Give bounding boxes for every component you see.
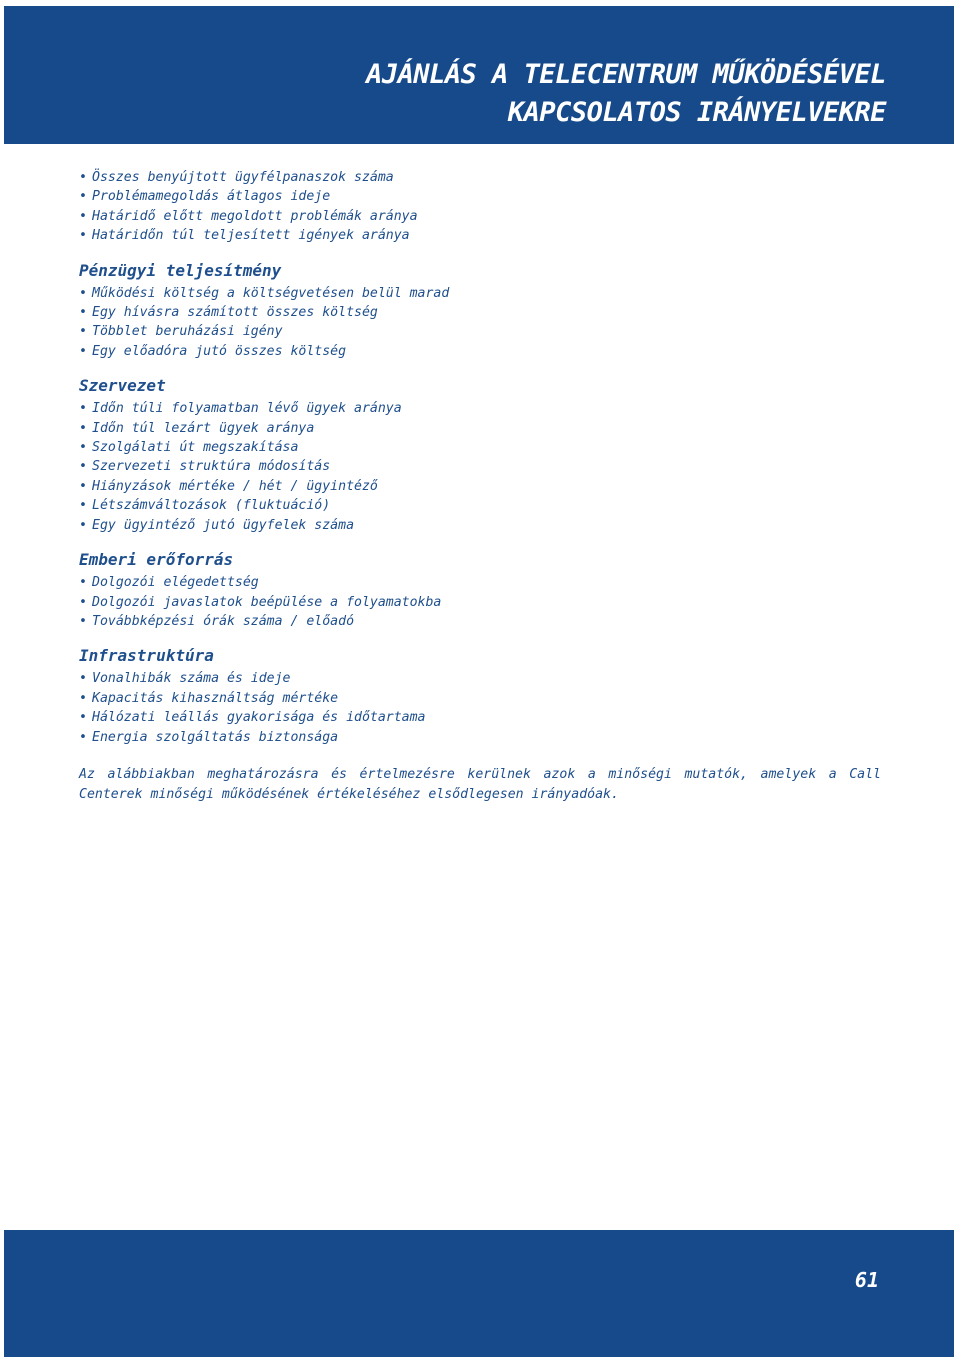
section-infrastruktura <box>79 645 881 747</box>
list-item: • Vonalhibák száma és ideje <box>79 669 881 688</box>
footer-band <box>4 1230 954 1357</box>
bullet-icon: • <box>79 613 87 629</box>
list-item: • Egy hívásra számított összes költség <box>79 303 881 322</box>
document-body <box>79 168 881 818</box>
list-item: • Egy előadóra jutó összes költség <box>79 342 881 361</box>
bullet-icon: • <box>79 690 87 706</box>
list-item: • Hálózati leállás gyakorisága és időtartama <box>79 708 881 727</box>
bullet-icon: • <box>79 228 87 244</box>
bullet-icon: • <box>79 324 87 340</box>
page-number: 61 <box>854 1268 879 1292</box>
bullet-icon: • <box>79 459 87 475</box>
list-item: • Szervezeti struktúra módosítás <box>79 457 881 476</box>
bullet-icon: • <box>79 420 87 436</box>
bullet-icon: • <box>79 594 87 610</box>
list-item: • Időn túl lezárt ügyek aránya <box>79 419 881 438</box>
list-item: • Szolgálati út megszakítása <box>79 438 881 457</box>
list-item: • Hiányzások mértéke / hét / ügyintéző <box>79 477 881 496</box>
section-heading: Infrastruktúra <box>79 646 214 666</box>
list-item: • Határidő előtt megoldott problémák aránya <box>79 207 881 226</box>
section-heading: Szervezet <box>79 376 166 396</box>
section-penzugyi <box>79 260 881 362</box>
bullet-icon: • <box>79 498 87 514</box>
bullet-icon: • <box>79 729 87 745</box>
list-item: • Egy ügyintéző jutó ügyfelek száma <box>79 516 881 535</box>
bullet-icon: • <box>79 517 87 533</box>
list-item: • Létszámváltozások (fluktuáció) <box>79 496 881 515</box>
page-title <box>366 56 886 132</box>
section-emberi-eroforras <box>79 549 881 631</box>
bullet-icon: • <box>79 208 87 224</box>
bullet-icon: • <box>79 189 87 205</box>
page-title-line-2: KAPCSOLATOS IRÁNYELVEKRE <box>507 97 886 128</box>
list-item: • Határidőn túl teljesített igények aránya <box>79 226 881 245</box>
page-title-line-1: AJÁNLÁS A TELECENTRUM MŰKÖDÉSÉVEL <box>366 59 886 90</box>
list-item: • Összes benyújtott ügyfélpanaszok száma <box>79 168 881 187</box>
list-item: • Energia szolgáltatás biztonsága <box>79 728 881 747</box>
list-item: • Dolgozói elégedettség <box>79 573 881 592</box>
section-list <box>79 573 881 631</box>
bullet-icon: • <box>79 343 87 359</box>
section-heading: Pénzügyi teljesítmény <box>79 260 282 280</box>
bullet-icon: • <box>79 401 87 417</box>
closing-paragraph: Az alábbiakban meghatározásra és értelmezésre kerülnek azok a minőségi mutatók, amelyek a Call Centerek minőségi működésének értékeléséhez elsődlegesen irányadóak. <box>79 766 881 802</box>
bullet-icon: • <box>79 285 87 301</box>
list-item: • Többlet beruházási igény <box>79 322 881 341</box>
list-item: • Továbbképzési órák száma / előadó <box>79 612 881 631</box>
list-item: • Dolgozói javaslatok beépülése a folyamatokba <box>79 593 881 612</box>
section-list <box>79 284 881 362</box>
bullet-icon: • <box>79 440 87 456</box>
intro-list <box>79 168 881 246</box>
bullet-icon: • <box>79 170 87 185</box>
list-item: • Működési költség a költségvetésen belül marad <box>79 284 881 303</box>
section-list <box>79 669 881 747</box>
bullet-icon: • <box>79 575 87 591</box>
list-item: • Kapacitás kihasználtság mértéke <box>79 689 881 708</box>
bullet-icon: • <box>79 478 87 494</box>
list-item: • Időn túli folyamatban lévő ügyek aránya <box>79 399 881 418</box>
section-heading: Emberi erőforrás <box>79 550 234 570</box>
section-szervezet <box>79 375 881 535</box>
section-list <box>79 399 881 535</box>
bullet-icon: • <box>79 671 87 687</box>
bullet-icon: • <box>79 305 87 321</box>
bullet-icon: • <box>79 710 87 726</box>
list-item: • Problémamegoldás átlagos ideje <box>79 187 881 206</box>
